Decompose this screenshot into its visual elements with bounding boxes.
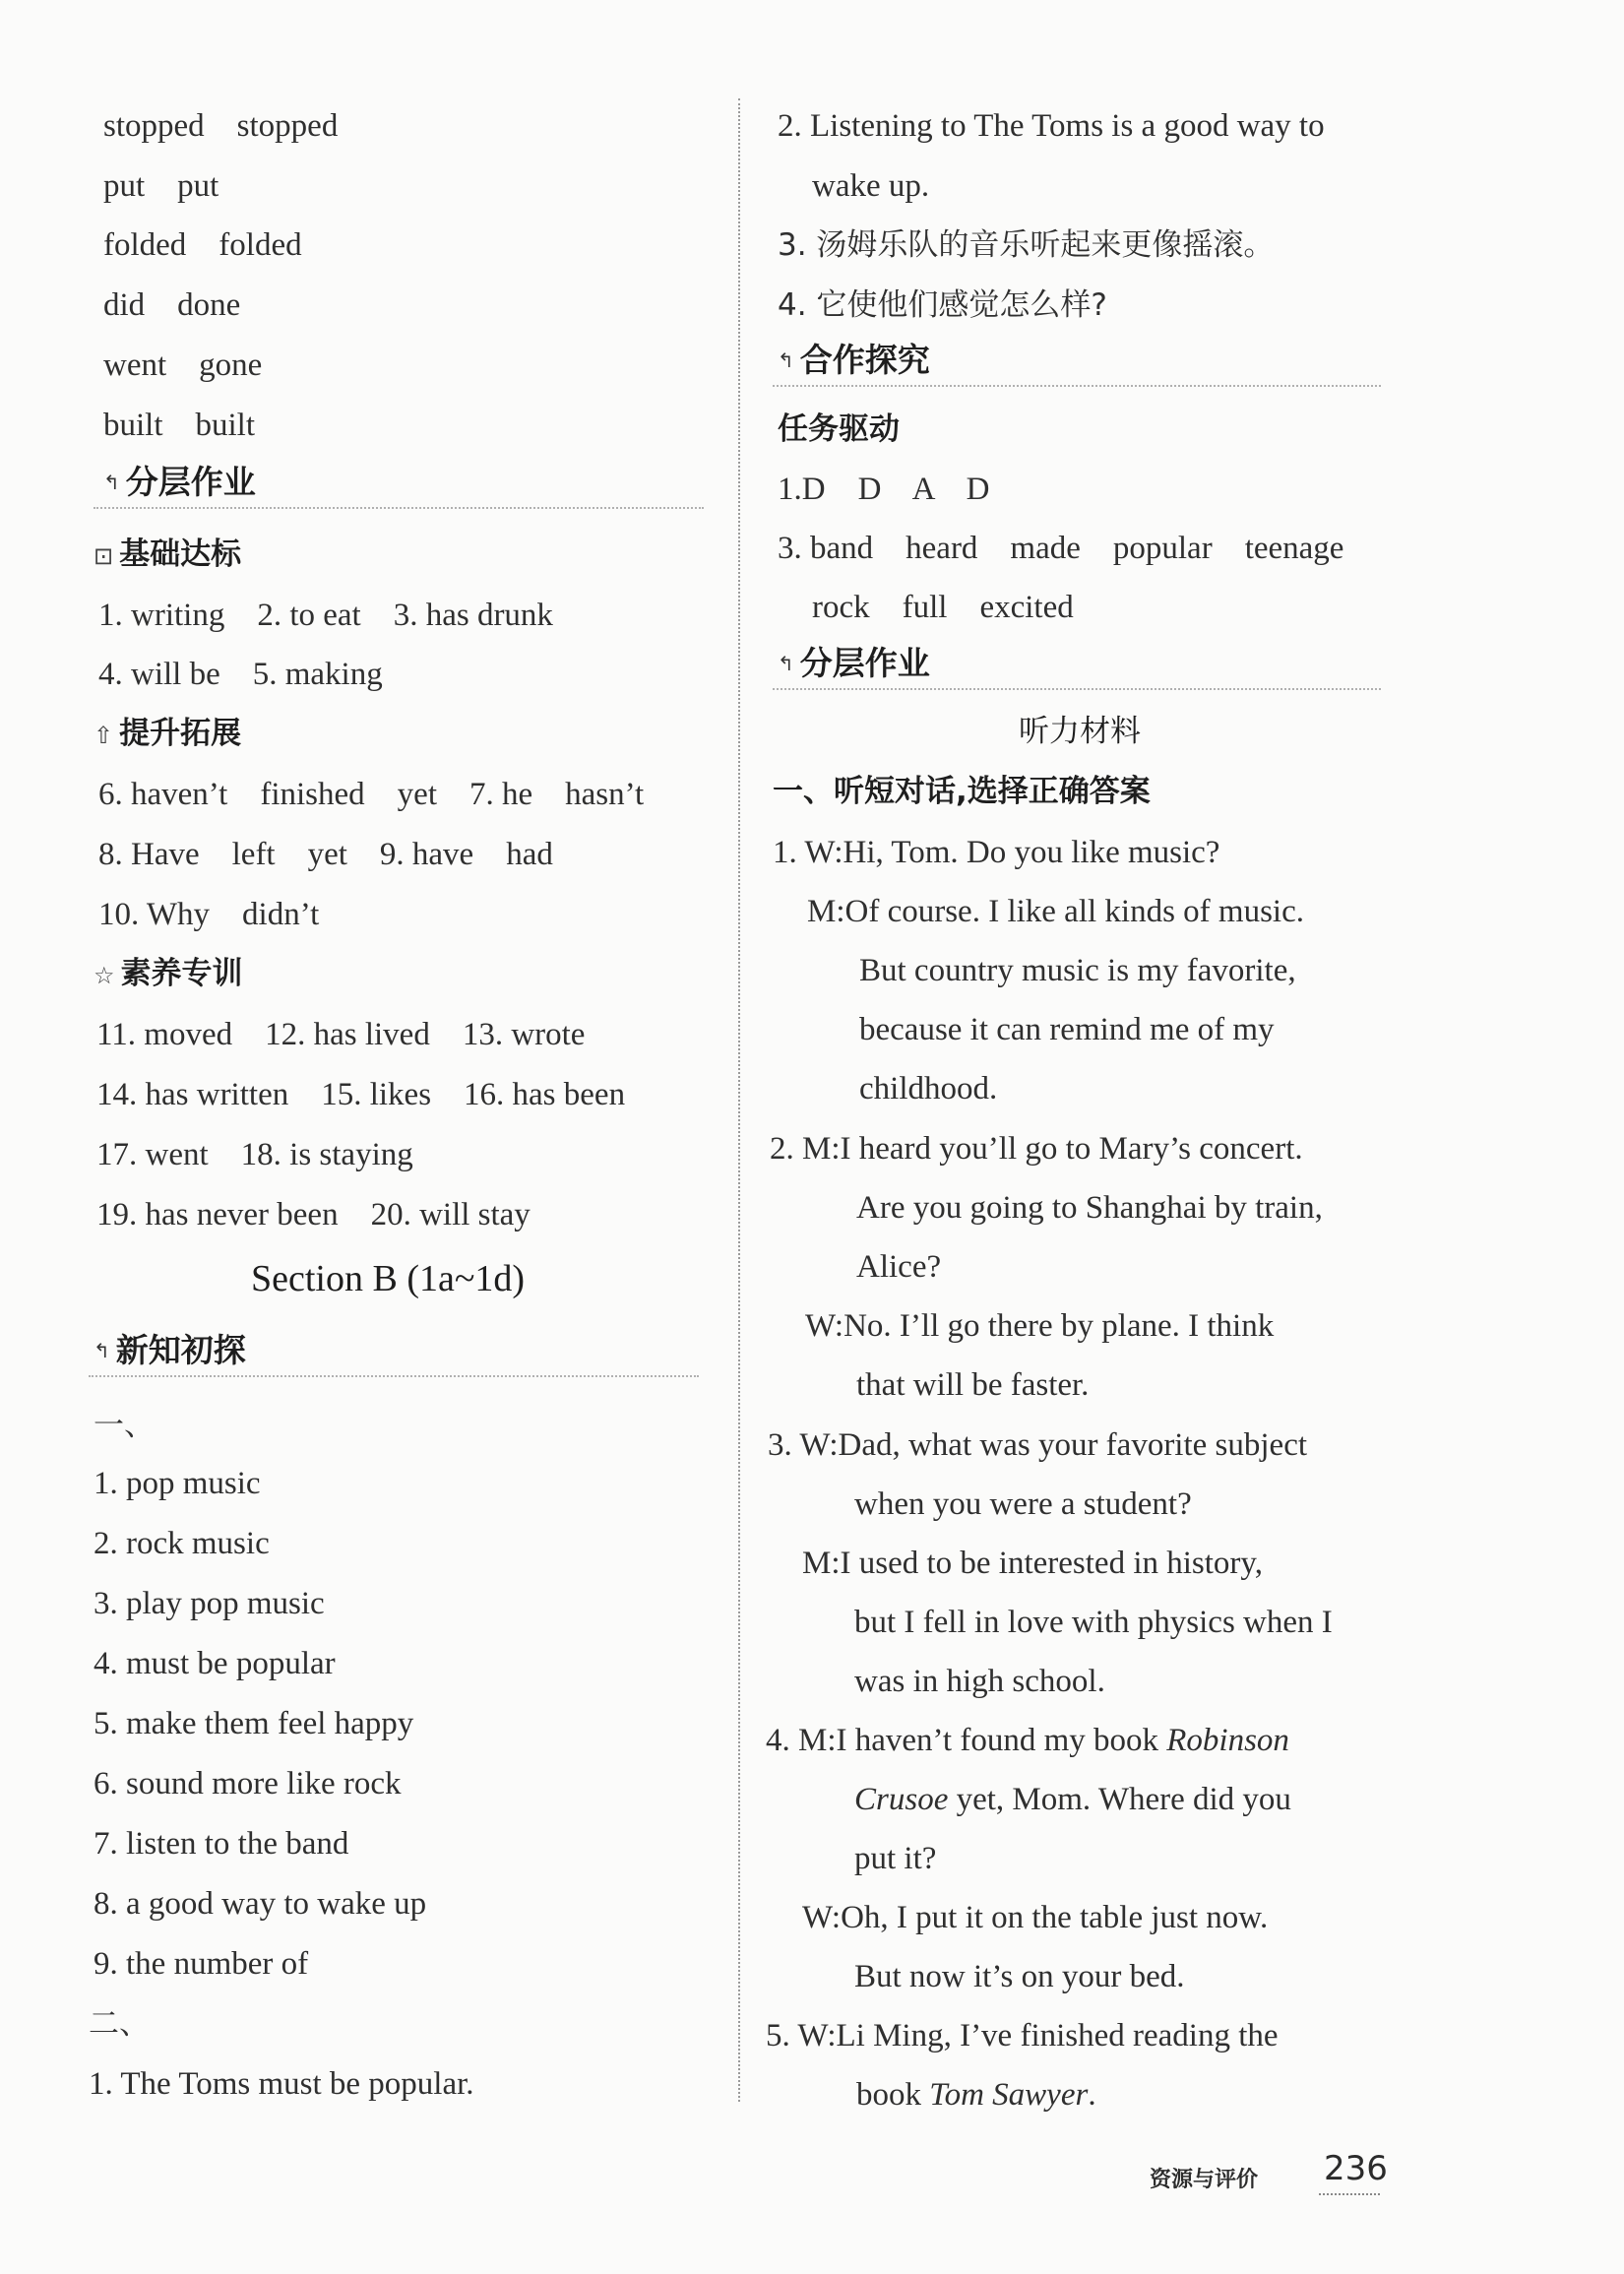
answer-row: 7. listen to the band — [94, 1826, 349, 1862]
answer-row: 5. make them feel happy — [94, 1706, 414, 1741]
dialogue-line: that will be faster. — [856, 1367, 1090, 1403]
part-label: 一、 — [94, 1408, 155, 1443]
verb-row: built built — [103, 408, 256, 443]
answer-row: 19. has never been 20. will stay — [96, 1197, 531, 1232]
heading-rule — [773, 385, 1381, 387]
answer-row: 1. writing 2. to eat 3. has drunk — [98, 598, 553, 633]
footer-label: 资源与评价 — [1150, 2168, 1259, 2192]
section-heading: ↰ 合作探究 — [778, 341, 930, 379]
answer-row: 3. play pop music — [94, 1586, 325, 1621]
dialogue-line: book Tom Sawyer. — [856, 2077, 1096, 2113]
page-number: 236 — [1324, 2149, 1388, 2188]
part-label: 二、 — [89, 2006, 150, 2042]
dialogue-line: W:Oh, I put it on the table just now. — [802, 1900, 1269, 1935]
answer-row: 17. went 18. is staying — [96, 1137, 413, 1172]
corner-icon: ↰ — [778, 348, 794, 372]
answer-row: 3. band heard made popular teenage — [778, 531, 1344, 566]
dialogue-line: 5. W:Li Ming, I’ve finished reading the — [766, 2018, 1279, 2053]
dialogue-line: But now it’s on your bed. — [854, 1959, 1185, 1994]
corner-icon: ↰ — [103, 471, 120, 494]
dialogue-line: 1. W:Hi, Tom. Do you like music? — [773, 835, 1220, 870]
dialogue-line: put it? — [854, 1841, 937, 1876]
section-heading: ↰ 分层作业 — [103, 463, 256, 501]
answer-row: 6. haven’t finished yet 7. he hasn’t — [98, 777, 645, 812]
dialogue-line: Are you going to Shanghai by train, — [856, 1190, 1323, 1226]
answer-row: 1. pop music — [94, 1466, 261, 1501]
dialogue-line: when you were a student? — [854, 1486, 1192, 1522]
subheading: 任务驱动 — [778, 411, 900, 447]
verb-row: did done — [103, 287, 241, 323]
answer-row: 6. sound more like rock — [94, 1766, 402, 1801]
dialogue-line: 2. M:I heard you’ll go to Mary’s concert. — [770, 1131, 1303, 1167]
subheading: ⊡ 基础达标 — [94, 535, 241, 576]
dialogue-line: 4. M:I haven’t found my book Robinson — [766, 1723, 1289, 1758]
corner-icon: ↰ — [778, 652, 794, 675]
dialogue-line: was in high school. — [854, 1664, 1105, 1699]
dialogue-line: M:I used to be interested in history, — [802, 1546, 1264, 1581]
dialogue-line: because it can remind me of my — [859, 1012, 1275, 1047]
verb-row: folded folded — [103, 227, 302, 263]
answer-row: 10. Why didn’t — [98, 897, 320, 932]
page-number-rule — [1319, 2193, 1380, 2195]
star-icon: ☆ — [94, 962, 115, 989]
arrow-up-icon: ⇧ — [94, 722, 114, 749]
answer-row: 4. must be popular — [94, 1646, 336, 1681]
heading-rule — [773, 688, 1381, 690]
dialogue-line: 3. W:Dad, what was your favorite subject — [768, 1427, 1308, 1463]
dialogue-line: But country music is my favorite, — [859, 953, 1296, 988]
answer-row: 8. Have left yet 9. have had — [98, 837, 553, 872]
answer-row: 9. the number of — [94, 1946, 309, 1982]
section-heading: ↰ 新知初探 — [94, 1331, 246, 1369]
dialogue-line: childhood. — [859, 1071, 998, 1106]
dialogue-line: Alice? — [856, 1249, 942, 1285]
answer-row: 2. Listening to The Toms is a good way to — [778, 108, 1325, 144]
answer-row: 8. a good way to wake up — [94, 1886, 427, 1922]
listening-title: 听力材料 — [1019, 714, 1141, 749]
verb-row: stopped stopped — [103, 108, 339, 144]
verb-row: put put — [103, 168, 219, 204]
dialogue-line: W:No. I’ll go there by plane. I think — [805, 1308, 1275, 1344]
answer-row: 14. has written 15. likes 16. has been — [96, 1077, 626, 1112]
subheading: ⇧ 提升拓展 — [94, 714, 241, 755]
dialogue-line: but I fell in love with physics when I — [854, 1605, 1333, 1640]
answer-row: 1. The Toms must be popular. — [89, 2066, 474, 2102]
answer-row: 4. will be 5. making — [98, 657, 383, 692]
answer-row: 2. rock music — [94, 1526, 270, 1561]
answer-row: wake up. — [812, 168, 930, 204]
dialogue-line: Crusoe yet, Mom. Where did you — [854, 1782, 1291, 1817]
verb-row: went gone — [103, 347, 263, 383]
answer-row: 1.D D A D — [778, 472, 990, 507]
dialogue-line: M:Of course. I like all kinds of music. — [807, 894, 1304, 929]
heading-rule — [94, 507, 704, 509]
answer-row: 4. 它使他们感觉怎么样? — [778, 287, 1107, 323]
corner-icon: ↰ — [94, 1339, 110, 1362]
subheading: ☆ 素养专训 — [94, 954, 243, 995]
section-heading: ↰ 分层作业 — [778, 644, 930, 682]
answer-row: rock full excited — [812, 590, 1074, 625]
column-divider — [738, 98, 740, 2102]
subheading: 一、听短对话,选择正确答案 — [773, 774, 1151, 809]
section-title: Section B (1a~1d) — [251, 1258, 526, 1299]
heading-rule — [89, 1375, 699, 1377]
answer-row: 11. moved 12. has lived 13. wrote — [96, 1017, 586, 1052]
bag-icon: ⊡ — [94, 542, 114, 570]
answer-row: 3. 汤姆乐队的音乐听起来更像摇滚。 — [778, 227, 1275, 263]
